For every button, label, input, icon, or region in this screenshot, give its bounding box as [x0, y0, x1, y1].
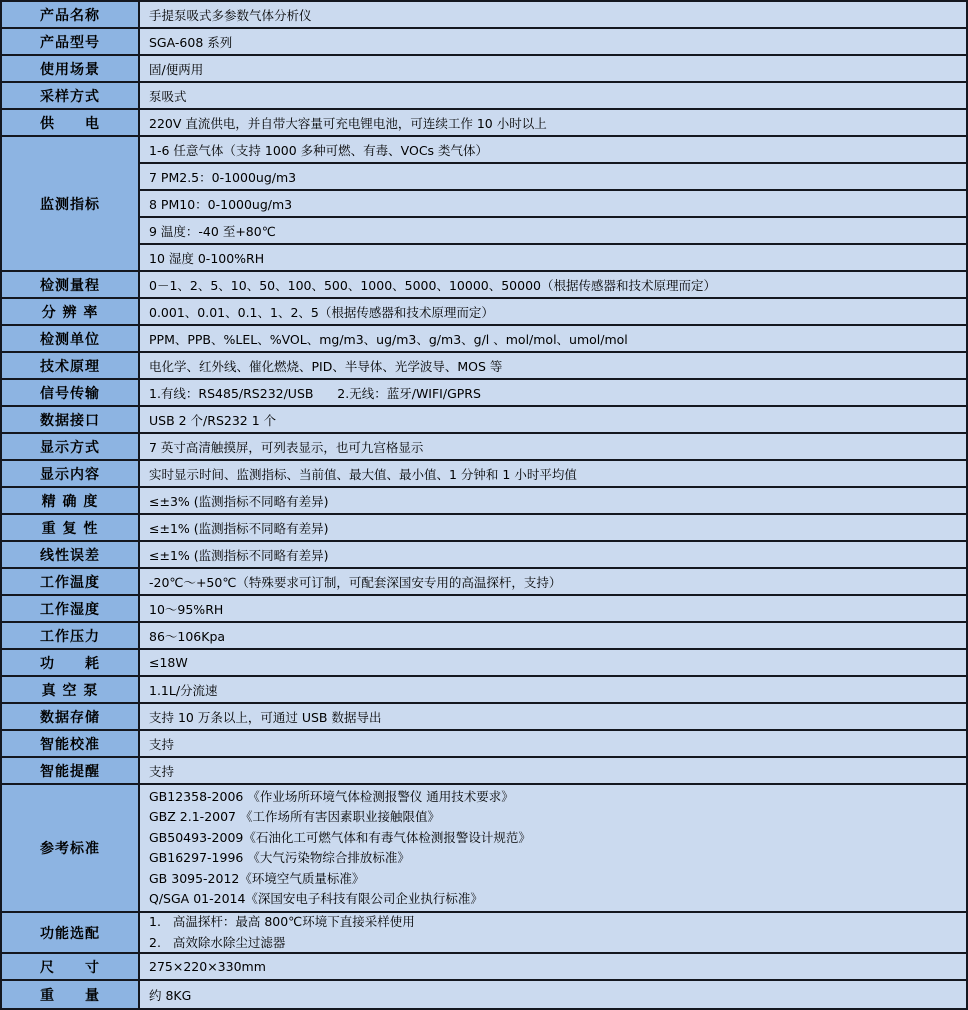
table-row [2, 785, 966, 913]
row-value: USB 2 个/RS232 1 个 [140, 407, 966, 432]
row-value: ≤±1% (监测指标不同略有差异) [140, 515, 966, 540]
row-value: ≤±3% (监测指标不同略有差异) [140, 488, 966, 513]
row-label: 检测量程 [2, 272, 140, 297]
row-label: 工作湿度 [2, 596, 140, 621]
row-label: 监测指标 [2, 137, 140, 270]
row-value-line: GB 3095-2012《环境空气质量标准》 [149, 870, 365, 886]
row-label: 工作温度 [2, 569, 140, 594]
row-label: 使用场景 [2, 56, 140, 81]
row-label: 数据接口 [2, 407, 140, 432]
table-row [2, 29, 966, 56]
row-value: 支持 [140, 758, 966, 783]
row-value: 7 英寸高清触摸屏，可列表显示，也可九宫格显示 [140, 434, 966, 459]
row-label: 信号传输 [2, 380, 140, 405]
row-label: 产品型号 [2, 29, 140, 54]
table-row [2, 515, 966, 542]
row-value-line: 1. 高温探杆：最高 800℃环境下直接采样使用 [149, 914, 415, 929]
table-row [2, 272, 966, 299]
table-row [2, 56, 966, 83]
row-label: 分 辨 率 [2, 299, 140, 324]
table-row [2, 650, 966, 677]
row-sub-value: 7 PM2.5：0-1000ug/m3 [140, 164, 966, 191]
row-value: 支持 10 万条以上，可通过 USB 数据导出 [140, 704, 966, 729]
row-value-line: Q/SGA 01-2014《深国安电子科技有限公司企业执行标准》 [149, 891, 483, 906]
row-value: PPM、PPB、%LEL、%VOL、mg/m3、ug/m3、g/m3、g/l 、mol/mol、umol/mol [140, 326, 966, 351]
row-value: 支持 [140, 731, 966, 756]
row-label: 显示内容 [2, 461, 140, 486]
row-sub-value: 10 湿度 0-100%RH [149, 250, 265, 266]
row-value [140, 785, 966, 911]
row-value-line: GBZ 2.1-2007 《工作场所有害因素职业接触限值》 [149, 809, 440, 824]
table-row [2, 380, 966, 407]
row-value [140, 137, 966, 270]
row-value: 1.1L/分流速 [140, 677, 966, 702]
row-value: 0－1、2、5、10、50、100、500、1000、5000、10000、50000（根据传感器和技术原理而定） [140, 272, 966, 297]
table-row [2, 542, 966, 569]
row-value: 86～106Kpa [140, 623, 966, 648]
table-row [2, 434, 966, 461]
row-value-line: GB16297-1996 《大气污染物综合排放标准》 [149, 850, 410, 865]
row-sub-value: 9 温度：-40 至+80℃ [140, 218, 966, 245]
row-sub-value: 1-6 任意气体（支持 1000 多种可燃、有毒、VOCs 类气体） [140, 137, 966, 164]
row-value-line: GB50493-2009《石油化工可燃气体和有毒气体检测报警设计规范》 [149, 829, 531, 845]
row-value: 1.有线：RS485/RS232/USB 2.无线：蓝牙/WIFI/GPRS [140, 380, 966, 405]
row-label: 功能选配 [2, 913, 140, 952]
table-row [2, 488, 966, 515]
row-label: 智能校准 [2, 731, 140, 756]
row-label: 真 空 泵 [2, 677, 140, 702]
table-row [2, 83, 966, 110]
table-row [2, 569, 966, 596]
table-row [2, 326, 966, 353]
row-label: 重 复 性 [2, 515, 140, 540]
row-sub-value: 8 PM10：0-1000ug/m3 [140, 191, 966, 218]
row-label: 线性误差 [2, 542, 140, 567]
table-row [2, 704, 966, 731]
table-row [2, 677, 966, 704]
table-row [2, 353, 966, 380]
table-row [2, 954, 966, 981]
row-value: 实时显示时间、监测指标、当前值、最大值、最小值、1 分钟和 1 小时平均值 [140, 461, 966, 486]
table-row [2, 110, 966, 137]
row-label: 供 电 [2, 110, 140, 135]
row-value: 10～95%RH [140, 596, 966, 621]
row-value: 0.001、0.01、0.1、1、2、5（根据传感器和技术原理而定） [140, 299, 966, 324]
table-row [2, 299, 966, 326]
row-value: 手提泵吸式多参数气体分析仪 [140, 2, 966, 27]
table-row [2, 461, 966, 488]
row-label: 技术原理 [2, 353, 140, 378]
row-label: 功 耗 [2, 650, 140, 675]
row-label: 工作压力 [2, 623, 140, 648]
row-label: 产品名称 [2, 2, 140, 27]
row-label: 显示方式 [2, 434, 140, 459]
table-row [2, 407, 966, 434]
row-value: 电化学、红外线、催化燃烧、PID、半导体、光学波导、MOS 等 [140, 353, 966, 378]
table-row [2, 596, 966, 623]
table-row [2, 913, 966, 954]
table-row [2, 137, 966, 272]
row-value-line: 2. 高效除水除尘过滤器 [149, 934, 286, 950]
row-label: 精 确 度 [2, 488, 140, 513]
row-value: ≤18W [140, 650, 966, 675]
row-value-line: GB12358-2006 《作业场所环境气体检测报警仪 通用技术要求》 [149, 788, 514, 804]
row-value [140, 913, 966, 952]
table-row [2, 731, 966, 758]
row-label: 检测单位 [2, 326, 140, 351]
table-row [2, 623, 966, 650]
table-row [2, 981, 966, 1008]
row-value: 275×220×330mm [140, 954, 966, 979]
table-row [2, 758, 966, 785]
row-label: 尺 寸 [2, 954, 140, 979]
row-value: -20℃～+50℃（特殊要求可订制，可配套深国安专用的高温探杆，支持） [140, 569, 966, 594]
row-value: 220V 直流供电，并自带大容量可充电锂电池，可连续工作 10 小时以上 [140, 110, 966, 135]
row-value: 约 8KG [140, 981, 966, 1008]
row-label: 数据存储 [2, 704, 140, 729]
row-label: 智能提醒 [2, 758, 140, 783]
row-value: ≤±1% (监测指标不同略有差异) [140, 542, 966, 567]
row-label: 重 量 [2, 981, 140, 1008]
row-label: 参考标准 [2, 785, 140, 911]
row-label: 采样方式 [2, 83, 140, 108]
row-value: 泵吸式 [140, 83, 966, 108]
row-value: 固/便两用 [140, 56, 966, 81]
table-row [2, 2, 966, 29]
row-value: SGA-608 系列 [140, 29, 966, 54]
